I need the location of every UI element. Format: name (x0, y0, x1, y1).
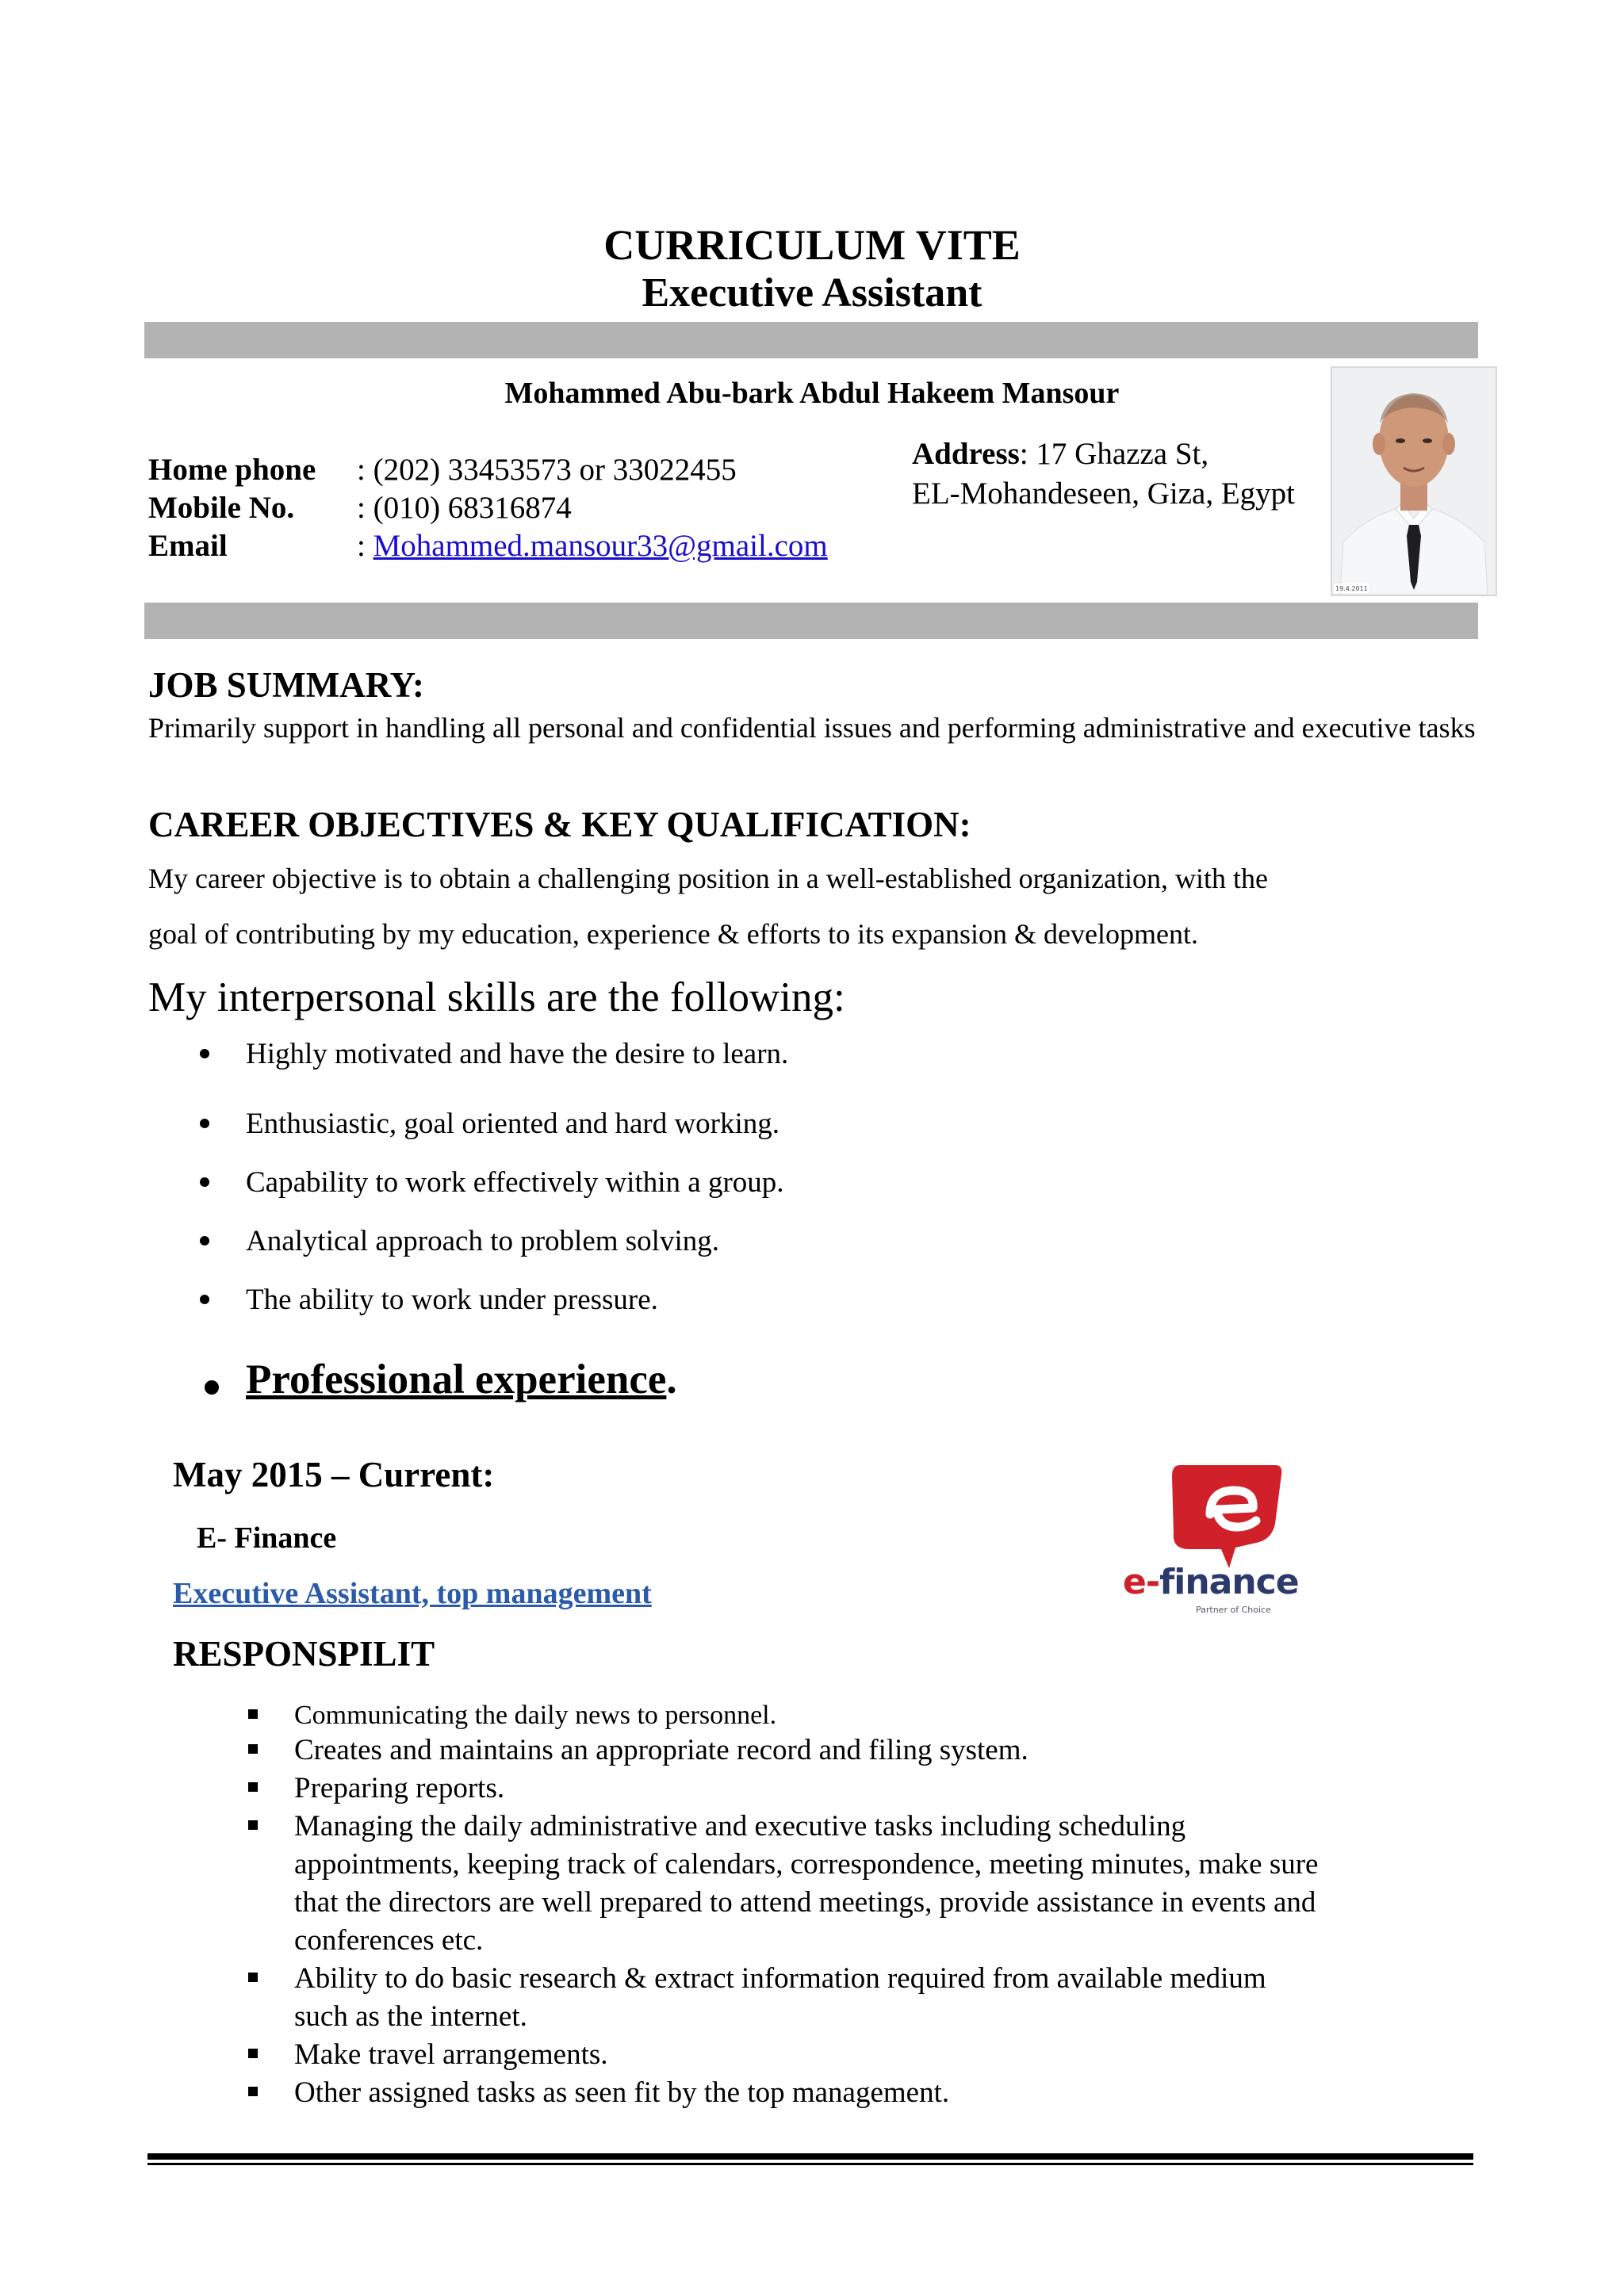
square-bullet-icon (248, 2049, 258, 2058)
bullet-dot-icon (205, 1380, 219, 1395)
experience-heading (246, 1356, 677, 1403)
logo-wordmark: e-finance (1123, 1562, 1299, 1602)
square-bullet-icon (248, 1744, 258, 1754)
experience-heading-text: Professional experience (246, 1357, 667, 1402)
bullet-dot-icon (200, 1049, 209, 1058)
address-line1-text: : 17 Ghazza St, (1019, 437, 1209, 471)
square-bullet-icon (248, 1782, 258, 1792)
home-phone-value: : (202) 33453573 or 33022455 (357, 453, 737, 487)
company-logo (1116, 1460, 1331, 1619)
email-link[interactable]: Mohammed.mansour33@gmail.com (373, 529, 828, 563)
profile-photo (1331, 366, 1497, 596)
job-summary-heading: JOB SUMMARY: (148, 665, 425, 705)
square-bullet-icon (248, 2087, 258, 2096)
email-prefix: : (357, 529, 373, 563)
responsibility-text: Creates and maintains an appropriate record and filing system. (294, 1734, 1028, 1766)
responsibility-text: Make travel arrangements. (294, 2038, 608, 2071)
career-heading: CAREER OBJECTIVES & KEY QUALIFICATION: (148, 805, 971, 844)
bullet-dot-icon (200, 1295, 209, 1304)
skill-text: Analytical approach to problem solving. (246, 1225, 719, 1257)
portrait-image (1332, 368, 1496, 595)
footer-rule-thin (147, 2163, 1473, 2165)
responsibility-text: Other assigned tasks as seen fit by the top management. (294, 2076, 950, 2109)
bullet-dot-icon (200, 1177, 209, 1187)
logo-tagline: Partner of Choice (1196, 1605, 1271, 1615)
email-row (357, 528, 828, 564)
top-divider-bar (144, 322, 1478, 358)
square-bullet-icon (248, 1973, 258, 1982)
responsibility-text: Ability to do basic research & extract information required from available medium such as the internet. (294, 1962, 1266, 2033)
skills-heading: My interpersonal skills are the following: (148, 974, 845, 1020)
mobile-label: Mobile No. (148, 491, 295, 525)
bullet-dot-icon (200, 1236, 209, 1246)
square-bullet-icon (248, 1820, 258, 1830)
contact-divider-bar (144, 603, 1478, 639)
responsibilities-heading: RESPONSPILIT (173, 1634, 435, 1674)
company-name: E- Finance (197, 1521, 337, 1555)
email-label: Email (148, 529, 228, 563)
address-label: Address (912, 437, 1020, 471)
address-line1 (912, 434, 1295, 474)
responsibility-text: Preparing reports. (294, 1772, 505, 1804)
mobile-value: : (010) 68316874 (357, 491, 572, 525)
career-line2: goal of contributing by my education, experience & efforts to its expansion & development. (148, 918, 1199, 950)
skill-text: Capability to work effectively within a group. (246, 1166, 784, 1199)
career-line1: My career objective is to obtain a challenging position in a well-established organization, with the (148, 863, 1268, 894)
footer-rule (147, 2153, 1473, 2160)
bullet-dot-icon (200, 1119, 209, 1128)
skill-text: Highly motivated and have the desire to learn. (246, 1038, 789, 1070)
address-line2: EL-Mohandeseen, Giza, Egypt (912, 476, 1296, 511)
full-name: Mohammed Abu-bark Abdul Hakeem Mansour (504, 377, 1120, 410)
document-title: CURRICULUM VITE (603, 221, 1021, 269)
photo-caption: 19.4.2011 (1335, 585, 1368, 592)
skill-text: The ability to work under pressure. (246, 1284, 658, 1316)
address-block (912, 434, 1295, 514)
square-bullet-icon (248, 1709, 258, 1719)
job-summary-text: Primarily support in handling all personal and confidential issues and performing administrative and executive tasks (148, 712, 1476, 744)
responsibility-text: Managing the daily administrative and executive tasks including scheduling appointments, keeping track of calendars, correspondence, meeting minutes, make sure that the directors are well prepared to attend meetings, provide assistance in events and conferences etc. (294, 1810, 1319, 1957)
responsibility-text: Communicating the daily news to personnel. (294, 1701, 777, 1730)
document-subtitle: Executive Assistant (642, 270, 982, 316)
job-role-link[interactable]: Executive Assistant, top management (173, 1577, 652, 1610)
experience-heading-suffix: . (666, 1357, 677, 1402)
home-phone-label: Home phone (148, 453, 316, 487)
job-date: May 2015 – Current: (173, 1455, 495, 1494)
skill-text: Enthusiastic, goal oriented and hard working. (246, 1108, 780, 1140)
